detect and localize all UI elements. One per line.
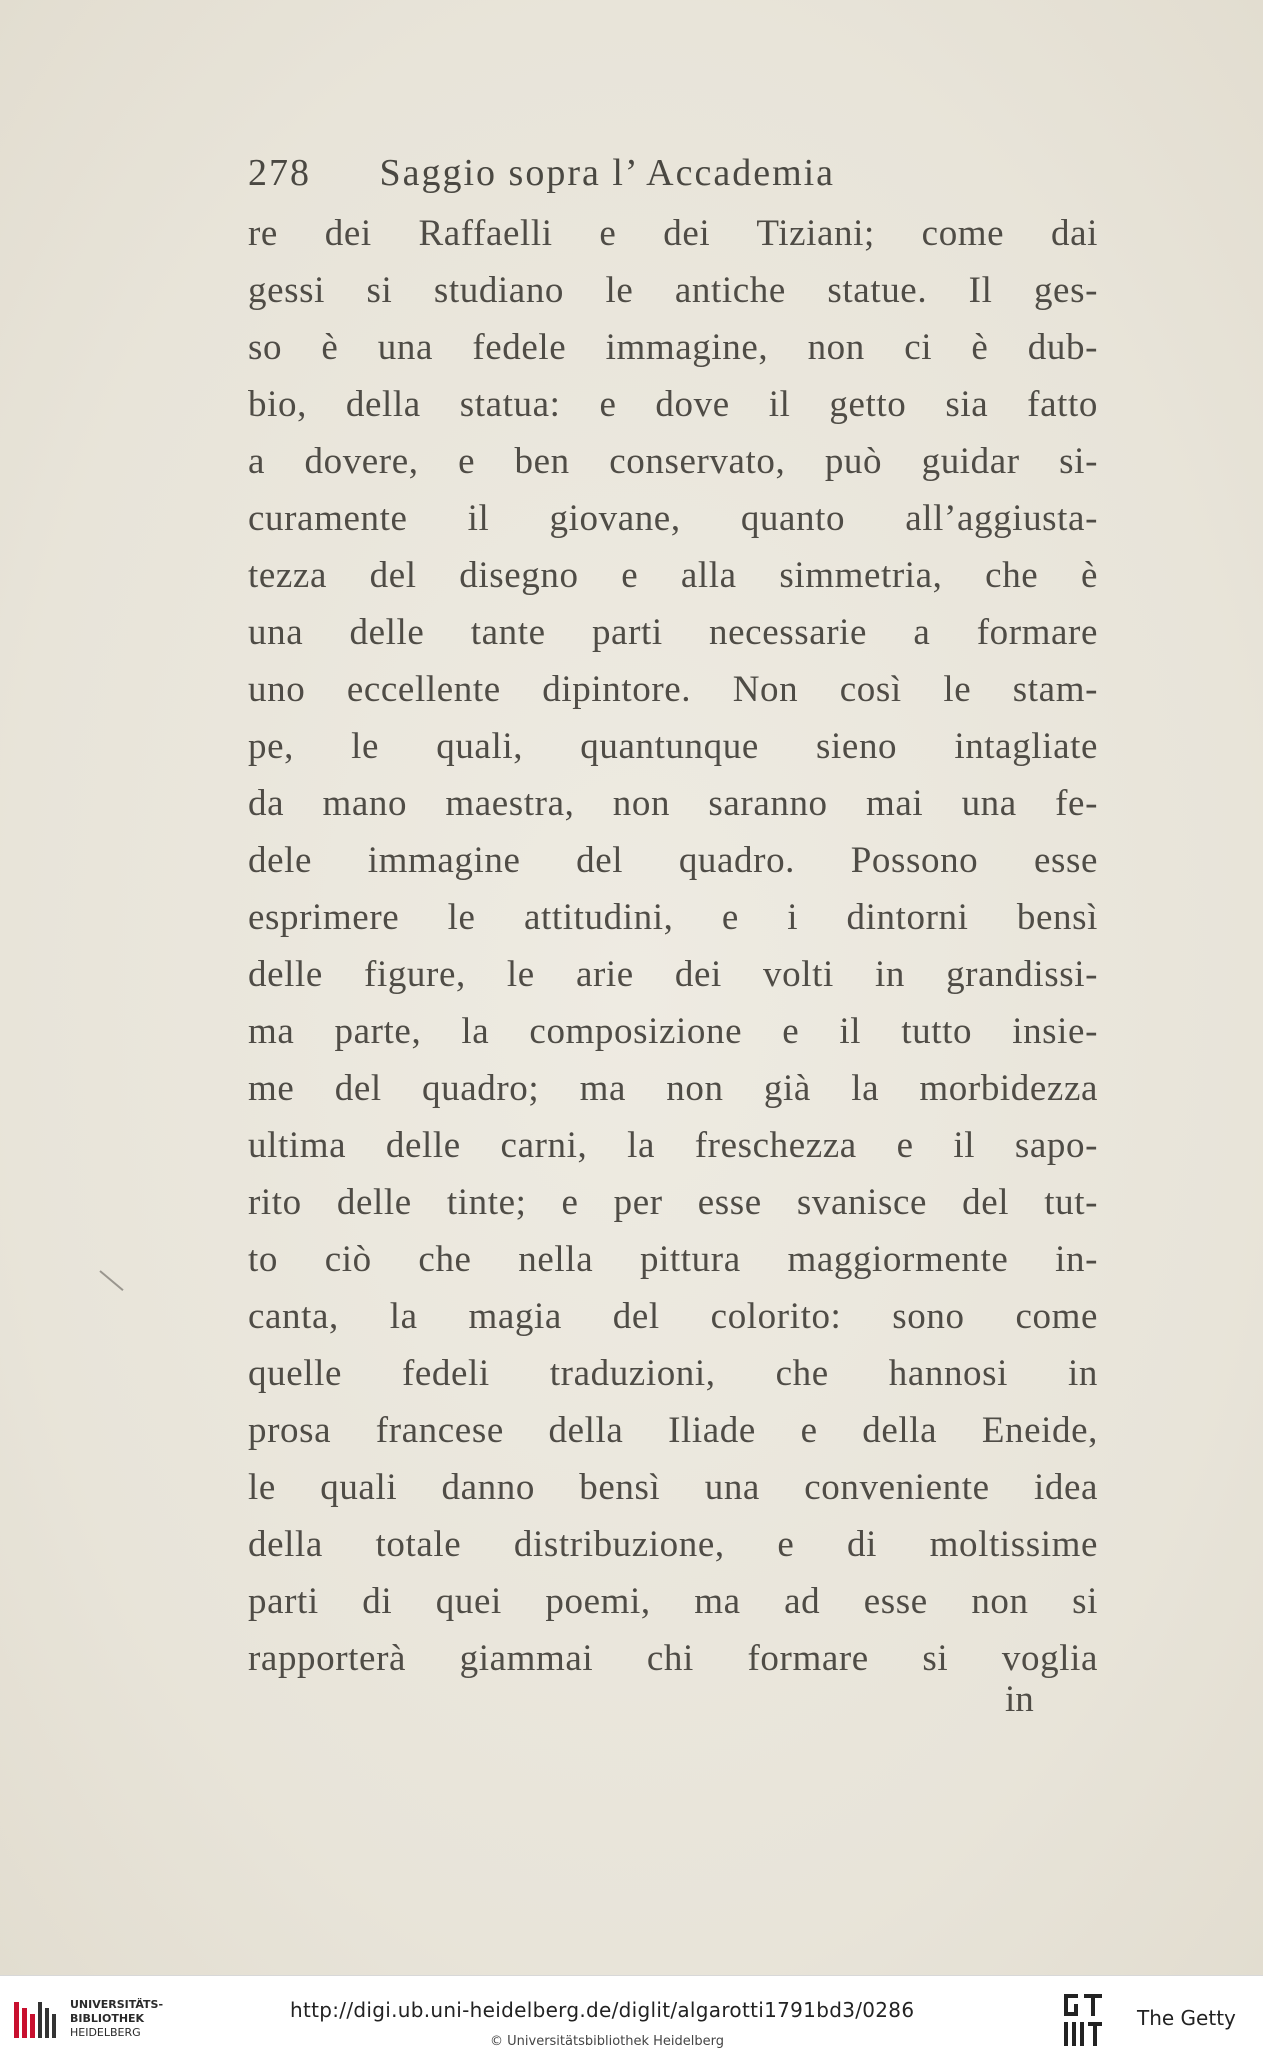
text-line: canta, la magia del colorito: sono come [248, 1296, 1098, 1337]
university-library-logo-icon [12, 1998, 60, 2042]
text-line: pe, le quali, quantunque sieno intagliate [248, 726, 1098, 767]
copyright-notice: © Universitätsbibliothek Heidelberg [490, 2034, 725, 2049]
permalink-url[interactable]: http://digi.ub.uni-heidelberg.de/diglit/algarotti1791bd3/0286 [290, 1998, 915, 2022]
text-line: gessi si studiano le antiche statue. Il ges- [248, 270, 1098, 311]
text-line: so è una fedele immagine, non ci è dub- [248, 327, 1098, 368]
page-number: 278 [248, 152, 311, 194]
viewer-footer [0, 1975, 1263, 2066]
text-line: a dovere, e ben conservato, può guidar si- [248, 441, 1098, 482]
text-line: me del quadro; ma non già la morbidezza [248, 1068, 1098, 1109]
text-line: rapporterà giammai chi formare si voglia [248, 1638, 1098, 1679]
text-line: curamente il giovane, quanto all’aggiusta- [248, 498, 1098, 539]
text-line: quelle fedeli traduzioni, che hannosi in [248, 1353, 1098, 1394]
running-title: Saggio sopra l’ Accademia [379, 152, 836, 194]
text-line: esprimere le attitudini, e i dintorni bensì [248, 897, 1098, 938]
text-line: rito delle tinte; e per esse svanisce del tut- [248, 1182, 1098, 1223]
text-line: ultima delle carni, la freschezza e il sapo- [248, 1125, 1098, 1166]
text-line: uno eccellente dipintore. Non così le stam- [248, 669, 1098, 710]
library-name-line: BIBLIOTHEK [70, 2012, 145, 2025]
text-line: ma parte, la composizione e il tutto insie- [248, 1011, 1098, 1052]
text-line: da mano maestra, non saranno mai una fe- [248, 783, 1098, 824]
body-text [248, 205, 1098, 1687]
library-name-line: UNIVERSITÄTS- [70, 1998, 164, 2011]
running-header [248, 151, 1108, 197]
text-line: tezza del disegno e alla simmetria, che è [248, 555, 1098, 596]
text-line: prosa francese della Iliade e della Eneide, [248, 1410, 1098, 1451]
library-name [70, 1998, 163, 2040]
text-line: parti di quei poemi, ma ad esse non si [248, 1581, 1098, 1622]
text-line: dele immagine del quadro. Possono esse [248, 840, 1098, 881]
getty-logo-icon [1060, 1990, 1108, 2050]
text-line: to ciò che nella pittura maggiormente in- [248, 1239, 1098, 1280]
library-name-line: HEIDELBERG [70, 2026, 141, 2039]
sponsor-name: The Getty [1137, 2006, 1236, 2030]
text-line: delle figure, le arie dei volti in grandissi- [248, 954, 1098, 995]
catchword: in [1005, 1679, 1034, 1720]
text-line: bio, della statua: e dove il getto sia fatto [248, 384, 1098, 425]
text-line: della totale distribuzione, e di moltissime [248, 1524, 1098, 1565]
text-line: re dei Raffaelli e dei Tiziani; come dai [248, 213, 1098, 254]
paper-mark [99, 1270, 123, 1291]
text-line: le quali danno bensì una conveniente idea [248, 1467, 1098, 1508]
text-line: una delle tante parti necessarie a formare [248, 612, 1098, 653]
